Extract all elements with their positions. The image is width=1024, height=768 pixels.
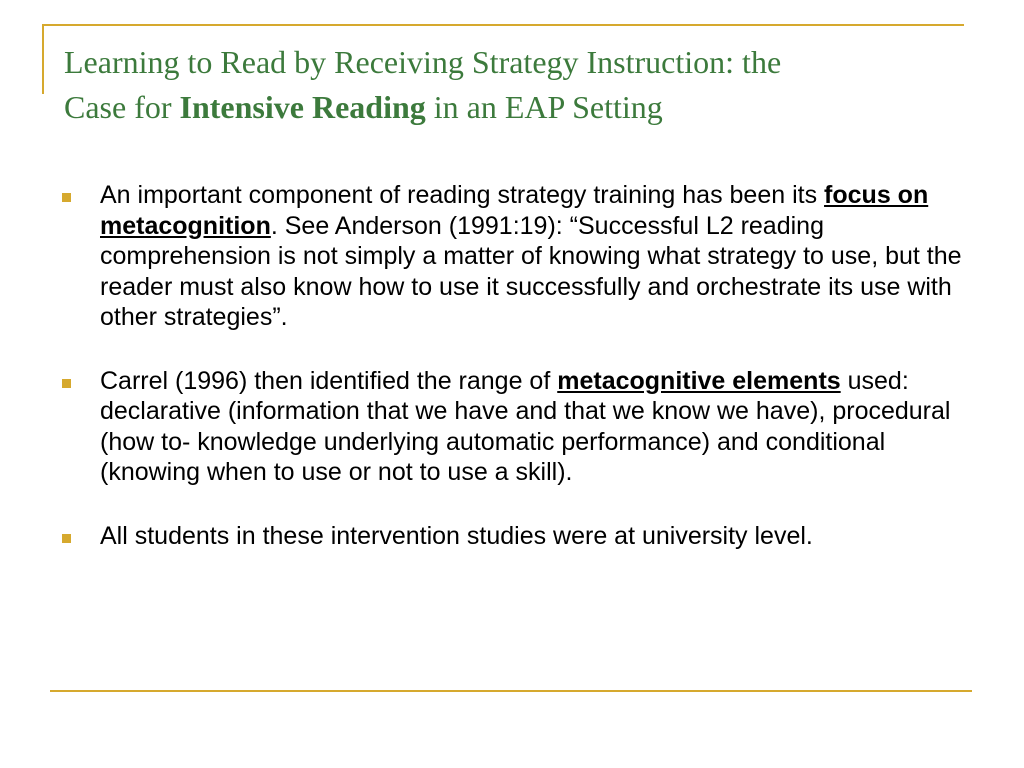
square-bullet-icon: [62, 379, 71, 388]
bullet-2-emphasis: metacognitive elements: [557, 366, 841, 395]
square-bullet-icon: [62, 534, 71, 543]
bullet-2-text-continued: used: declarative (information that we have and that we know we have), procedural (how to- knowledge underlying automatic performance) and conditional (knowing when to use or not to use a skill).: [100, 366, 951, 486]
top-divider: [42, 24, 964, 26]
title-emphasis: Intensive Reading: [179, 89, 426, 125]
title-line-1: Learning to Read by Receiving Strategy Instruction: the: [64, 44, 782, 80]
bullet-1-emphasis: focus on metacognition: [100, 181, 929, 240]
square-bullet-icon: [62, 193, 71, 202]
bullet-1-text: An important component of reading strategy training has been its: [100, 181, 825, 209]
bullet-list: [62, 180, 962, 551]
list-item: [62, 366, 962, 488]
list-item: [62, 180, 962, 333]
list-item: [62, 521, 962, 552]
bullet-1-text-continued: . See Anderson (1991:19): “Successful L2 reading comprehension is not simply a matter of knowing what strategy to use, but the reader must also know how to use it successfully and orchestrate its use with other strategies”.: [100, 211, 962, 331]
bullet-3-text: All students in these intervention studies were at university level.: [100, 521, 813, 550]
left-divider: [42, 24, 44, 94]
title-line-2-suffix: in an EAP Setting: [425, 89, 663, 125]
bottom-divider: [50, 690, 972, 692]
title-line-2-prefix: Case for: [64, 89, 180, 125]
bullet-2-text: Carrel (1996) then identified the range of: [100, 366, 558, 395]
slide-title: [64, 40, 964, 130]
